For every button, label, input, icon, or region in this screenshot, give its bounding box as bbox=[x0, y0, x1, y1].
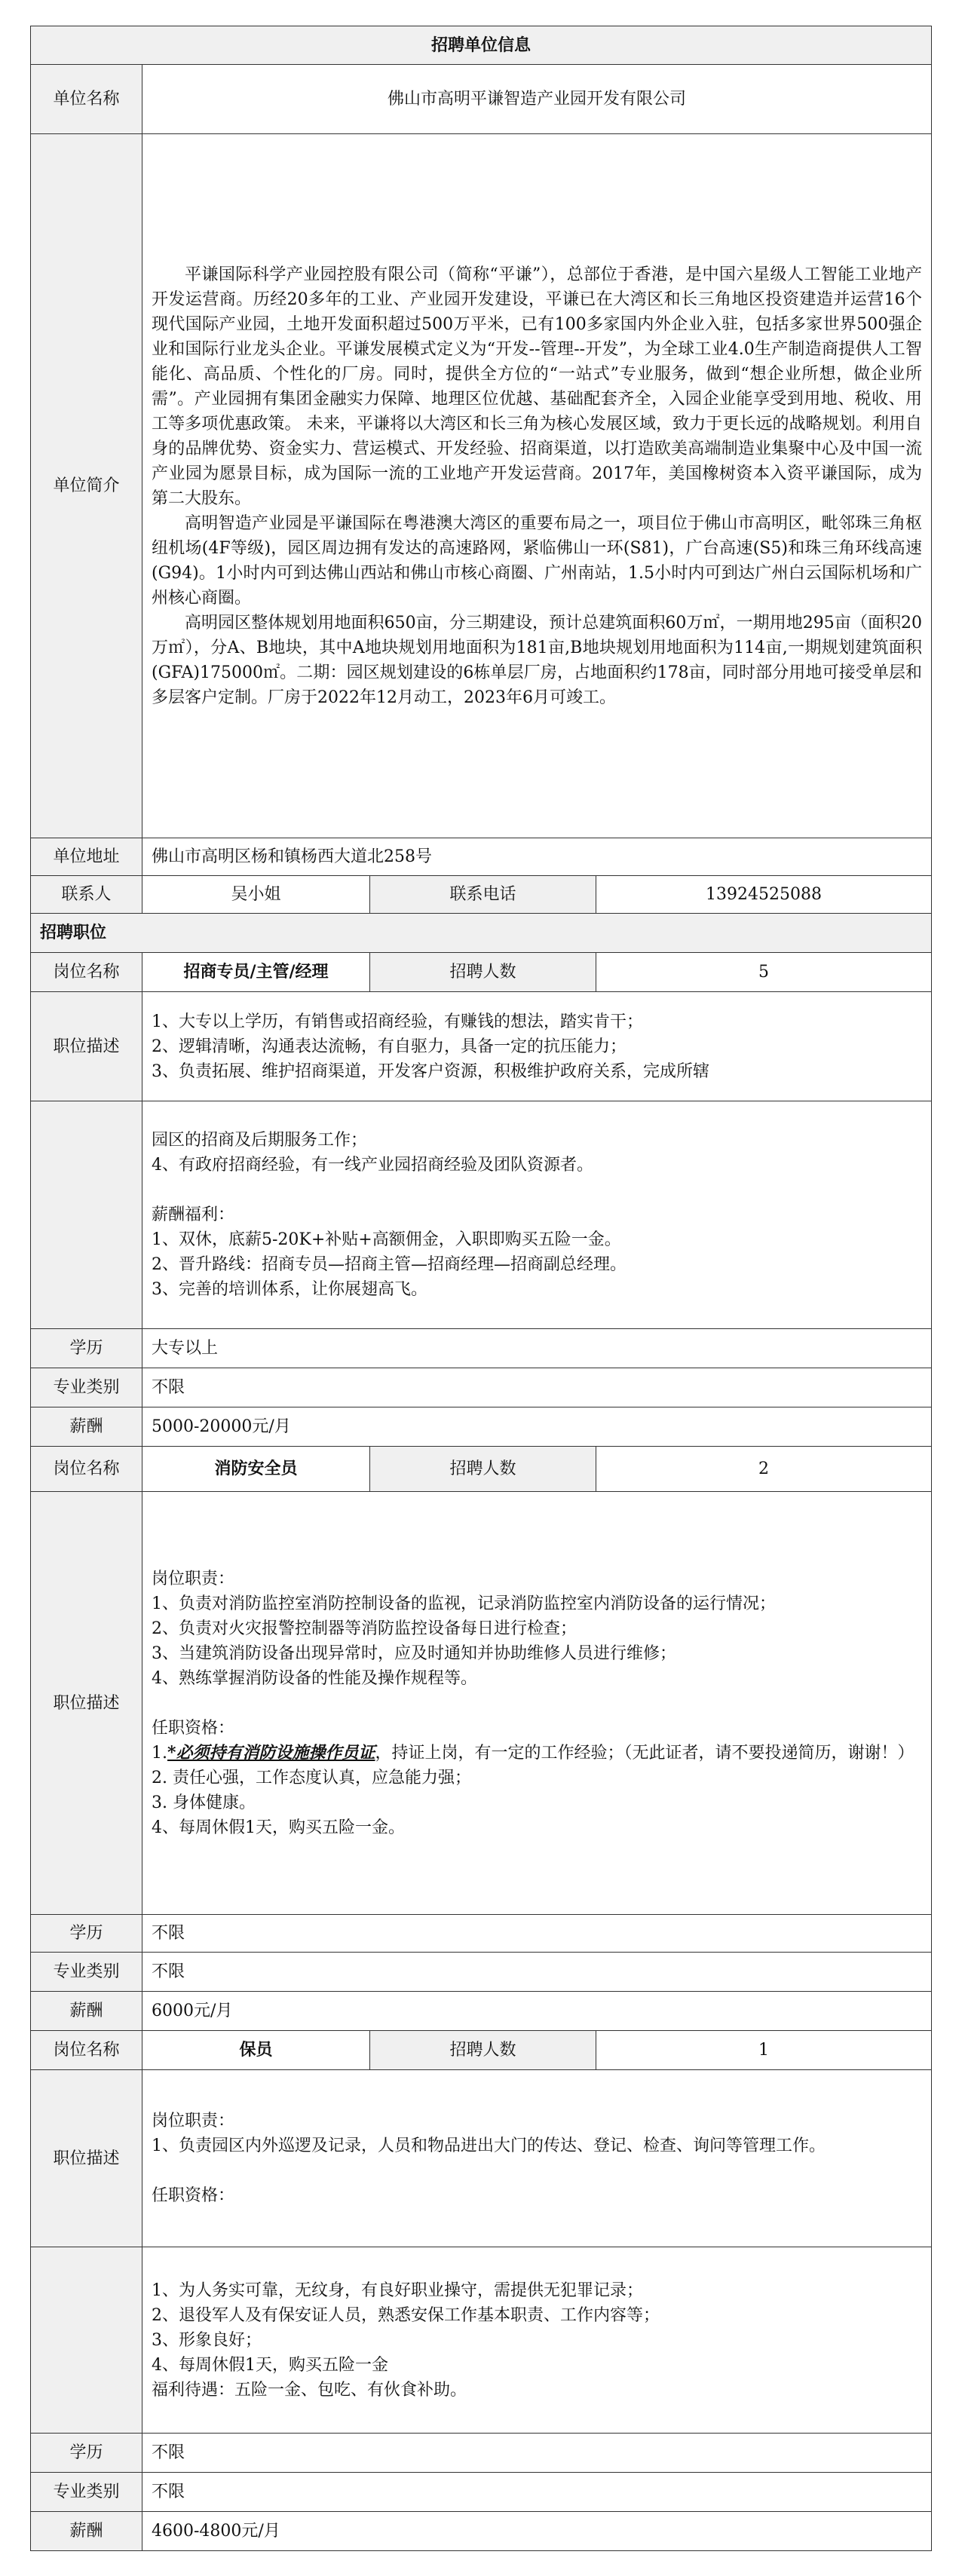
address-value: 佛山市高明区杨和镇杨西大道北258号 bbox=[142, 838, 932, 876]
job3-desc-bottom bbox=[142, 2247, 932, 2434]
job1-desc-line: 2、逻辑清晰，沟通表达流畅，有自驱力，具备一定的抗压能力； bbox=[152, 1037, 626, 1056]
job3-education-label: 学历 bbox=[31, 2434, 142, 2473]
job3-major-row bbox=[31, 2473, 932, 2512]
job2-desc-line: 2、负责对火灾报警控制器等消防监控设备每日进行检查； bbox=[152, 1619, 577, 1638]
recruitment-table bbox=[30, 26, 932, 2551]
job1-desc-line: 3、完善的培训体系，让你展翅高飞。 bbox=[152, 1280, 427, 1299]
intro-paragraph-3: 高明园区整体规划用地面积650亩，分三期建设，预计总建筑面积60万㎡，一期用地295亩（面积20万㎡），分A、B地块，其中A地块规划用地面积为181亩,B地块规划用地面积为114亩,一期规划建筑面积(GFA)175000㎡。二期：园区规划建设的6栋单层厂房，占地面积约178亩，同时部分用地可接受单层和多层客户定制。厂房于2022年12月动工，2023年6月可竣工。 bbox=[152, 613, 923, 707]
company-name: 佛山市高明平谦智造产业园开发有限公司 bbox=[142, 65, 932, 134]
job2-education: 不限 bbox=[142, 1915, 932, 1953]
job1-desc-line: 3、负责拓展、维护招商渠道，开发客户资源，积极维护政府关系，完成所辖 bbox=[152, 1061, 709, 1081]
job1-desc-top bbox=[142, 992, 932, 1101]
job1-desc-label: 职位描述 bbox=[31, 992, 142, 1101]
job2-position-label: 岗位名称 bbox=[31, 1447, 142, 1492]
job2-desc-line: 岗位职责： bbox=[152, 1569, 235, 1588]
job1-count-label: 招聘人数 bbox=[370, 953, 596, 992]
job1-desc-line: 薪酬福利： bbox=[152, 1205, 235, 1224]
job1-title-row bbox=[31, 953, 932, 992]
company-name-label: 单位名称 bbox=[31, 65, 142, 134]
section-title: 招聘职位 bbox=[31, 914, 932, 953]
job2-desc-line: 3、当建筑消防设备出现异常时，应及时通知并协助维修人员进行维修； bbox=[152, 1643, 676, 1663]
job1-desc-bottom bbox=[142, 1101, 932, 1329]
job3-position-label: 岗位名称 bbox=[31, 2031, 142, 2070]
job2-salary-row bbox=[31, 1992, 932, 2031]
job3-major: 不限 bbox=[142, 2473, 932, 2512]
intro-paragraph-1: 平谦国际科学产业园控股有限公司（简称“平谦”），总部位于香港，是中国六星级人工智能工业地产开发运营商。历经20多年的工业、产业园开发建设，平谦已在大湾区和长三角地区投资建造并运营16个现代国际产业园，土地开发面积超过500万平米，已有100多家国内外企业入驻，包括多家世界500强企业和国际行业龙头企业。平谦发展模式定义为“开发--管理--开发”，为全球工业4.0生产制造商提供人工智能化、高品质、个性化的厂房。同时，提供全方位的“一站式”专业服务，做到“想企业所想，做企业所需”。产业园拥有集团金融实力保障、地理区位优越、基础配套齐全，入园企业能享受到用地、税收、用工等多项优惠政策。 未来，平谦将以大湾区和长三角为核心发展区域，致力于更长远的战略规划。利用自身的品牌优势、资金实力、营运模式、开发经验、招商渠道，以打造欧美高端制造业集聚中心及中国一流产业园为愿景目标，成为国际一流的工业地产开发运营商。2017年，美国橡树资本入资平谦国际，成为第二大股东。 bbox=[152, 265, 923, 508]
job3-count-label: 招聘人数 bbox=[370, 2031, 596, 2070]
job1-major: 不限 bbox=[142, 1368, 932, 1407]
job1-position-label: 岗位名称 bbox=[31, 953, 142, 992]
recruitment-sheet bbox=[30, 26, 931, 2551]
address-row bbox=[31, 838, 932, 876]
job3-desc-label: 职位描述 bbox=[31, 2070, 142, 2247]
job2-desc-line: 1、负责对消防监控室消防控制设备的监视，记录消防监控室内消防设备的运行情况； bbox=[152, 1594, 776, 1613]
job3-education-row bbox=[31, 2434, 932, 2473]
job3-desc-line: 1、负责园区内外巡逻及记录，人员和物品进出大门的传达、登记、检查、询问等管理工作。 bbox=[152, 2136, 826, 2155]
phone-label: 联系电话 bbox=[370, 876, 596, 914]
section-row bbox=[31, 914, 932, 953]
job2-title-row bbox=[31, 1447, 932, 1492]
req1-highlight: *必须持有消防设施操作员证 bbox=[167, 1742, 375, 1763]
job1-desc-line: 园区的招商及后期服务工作； bbox=[152, 1131, 368, 1150]
job1-salary: 5000-20000元/月 bbox=[142, 1407, 932, 1447]
job2-salary: 6000元/月 bbox=[142, 1992, 932, 2031]
job2-count-label: 招聘人数 bbox=[370, 1447, 596, 1492]
job1-desc-cont-row bbox=[31, 1101, 932, 1329]
job2-requirement-1 bbox=[152, 1741, 922, 1766]
job1-major-row bbox=[31, 1368, 932, 1407]
intro-paragraph-2: 高明智造产业园是平谦国际在粤港澳大湾区的重要布局之一，项目位于佛山市高明区，毗邻珠三角枢纽机场(4F等级)，园区周边拥有发达的高速路网，紧临佛山一环(S81)，广台高速(S5)和珠三角环线高速(G94)。1小时内可到达佛山西站和佛山市核心商圈、广州南站，1.5小时内可到达广州白云国际机场和广州核心商圈。 bbox=[152, 513, 923, 608]
job3-desc-line: 任职资格： bbox=[152, 2186, 235, 2205]
job1-education: 大专以上 bbox=[142, 1329, 932, 1368]
job1-desc-line: 1、双休，底薪5-20K+补贴+高额佣金，入职即购买五险一金。 bbox=[152, 1230, 621, 1249]
job3-desc-line: 福利待遇：五险一金、包吃、有伙食补助。 bbox=[152, 2380, 467, 2400]
job2-desc bbox=[142, 1492, 932, 1915]
job3-salary: 4600-4800元/月 bbox=[142, 2512, 932, 2551]
job3-desc-row bbox=[31, 2070, 932, 2247]
job2-desc-label: 职位描述 bbox=[31, 1492, 142, 1915]
job3-salary-row bbox=[31, 2512, 932, 2551]
job2-desc-line: 4、熟练掌握消防设备的性能及操作规程等。 bbox=[152, 1668, 477, 1688]
contact-row bbox=[31, 876, 932, 914]
job1-education-label: 学历 bbox=[31, 1329, 142, 1368]
job2-major-row bbox=[31, 1953, 932, 1992]
job3-position-name: 保员 bbox=[142, 2031, 370, 2070]
address-label: 单位地址 bbox=[31, 838, 142, 876]
job2-major-label: 专业类别 bbox=[31, 1953, 142, 1992]
job2-desc-line: 3. 身体健康。 bbox=[152, 1793, 256, 1812]
job3-education: 不限 bbox=[142, 2434, 932, 2473]
job1-desc-line: 2、晋升路线：招商专员—招商主管—招商经理—招商副总经理。 bbox=[152, 1255, 626, 1274]
job3-desc-line: 岗位职责： bbox=[152, 2112, 235, 2130]
header-row bbox=[31, 26, 932, 65]
req1-prefix: 1. bbox=[152, 1743, 167, 1763]
job3-salary-label: 薪酬 bbox=[31, 2512, 142, 2551]
job2-desc-row bbox=[31, 1492, 932, 1915]
job3-title-row bbox=[31, 2031, 932, 2070]
job2-education-row bbox=[31, 1915, 932, 1953]
contact-value: 吴小姐 bbox=[142, 876, 370, 914]
company-intro bbox=[142, 134, 932, 838]
job1-count: 5 bbox=[596, 953, 932, 992]
job1-salary-row bbox=[31, 1407, 932, 1447]
job3-major-label: 专业类别 bbox=[31, 2473, 142, 2512]
job1-salary-label: 薪酬 bbox=[31, 1407, 142, 1447]
job2-salary-label: 薪酬 bbox=[31, 1992, 142, 2031]
job3-count: 1 bbox=[596, 2031, 932, 2070]
job3-desc-cont-row bbox=[31, 2247, 932, 2434]
job3-desc-line: 2、退役军人及有保安证人员，熟悉安保工作基本职责、工作内容等； bbox=[152, 2305, 660, 2325]
contact-label: 联系人 bbox=[31, 876, 142, 914]
phone-value: 13924525088 bbox=[596, 876, 932, 914]
job2-position-name: 消防安全员 bbox=[142, 1447, 370, 1492]
job1-desc-row bbox=[31, 992, 932, 1101]
job3-desc-line: 1、为人务实可靠，无纹身，有良好职业操守，需提供无犯罪记录； bbox=[152, 2280, 643, 2300]
job1-education-row bbox=[31, 1329, 932, 1368]
job3-desc-line: 4、每周休假1天，购买五险一金 bbox=[152, 2355, 388, 2375]
job2-major: 不限 bbox=[142, 1953, 932, 1992]
job2-education-label: 学历 bbox=[31, 1915, 142, 1953]
job2-desc-line: 4、每周休假1天，购买五险一金。 bbox=[152, 1818, 405, 1837]
req1-rest: ，持证上岗，有一定的工作经验；（无此证者，请不要投递简历，谢谢！） bbox=[375, 1743, 914, 1763]
job1-major-label: 专业类别 bbox=[31, 1368, 142, 1407]
job2-desc-line: 2. 责任心强，工作态度认真，应急能力强； bbox=[152, 1768, 471, 1787]
job1-desc-line: 4、有政府招商经验，有一线产业园招商经验及团队资源者。 bbox=[152, 1156, 593, 1175]
job1-desc-line: 1、大专以上学历，有销售或招商经验，有赚钱的想法，踏实肯干； bbox=[152, 1012, 643, 1031]
company-intro-row bbox=[31, 134, 932, 838]
job1-position-name: 招商专员/主管/经理 bbox=[142, 953, 370, 992]
job2-count: 2 bbox=[596, 1447, 932, 1492]
company-intro-label: 单位简介 bbox=[31, 134, 142, 838]
page-title: 招聘单位信息 bbox=[31, 26, 932, 65]
job3-desc-line: 3、形象良好； bbox=[152, 2330, 262, 2350]
company-name-row bbox=[31, 65, 932, 134]
job3-desc-top bbox=[142, 2070, 932, 2247]
job2-desc-line: 任职资格： bbox=[152, 1718, 235, 1738]
